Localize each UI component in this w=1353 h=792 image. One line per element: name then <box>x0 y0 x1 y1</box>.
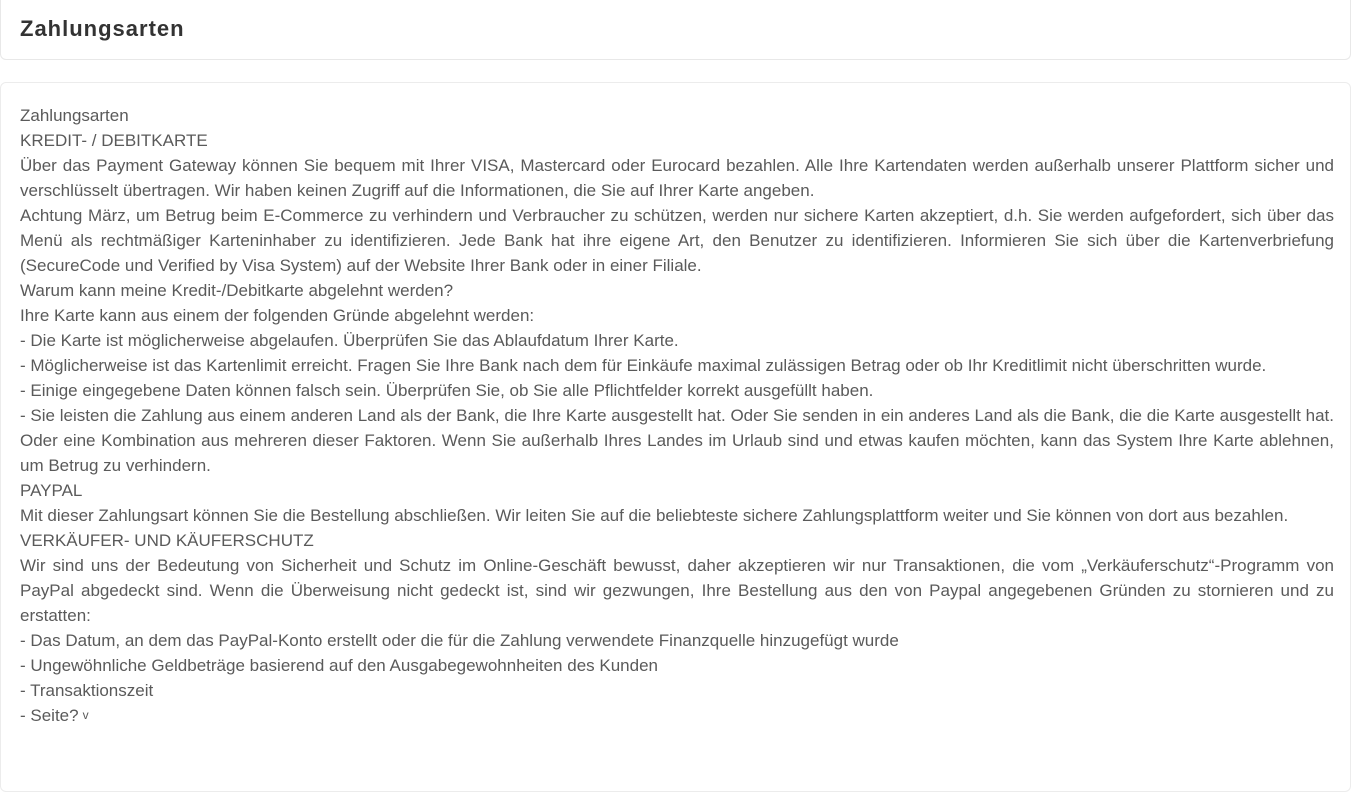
heading-credit-card: KREDIT- / DEBITKARTE <box>20 131 208 150</box>
list-item-expired: - Die Karte ist möglicherweise abgelaufen. Überprüfen Sie das Ablaufdatum Ihrer Karte. <box>20 331 679 350</box>
content-card <box>0 82 1351 792</box>
list-item-limit: - Möglicherweise ist das Kartenlimit erreicht. Fragen Sie Ihre Bank nach dem für Einkäufe maximal zulässigen Betrag oder ob Ihr Kreditlimit nicht überschritten wurde. <box>20 356 1267 375</box>
section-title: Zahlungsarten <box>20 106 129 125</box>
list-item-other-country: - Sie leisten die Zahlung aus einem anderen Land als der Bank, die Ihre Karte ausgestellt hat. Oder Sie senden in ein anderes Land als die Bank, die die Karte ausgestellt hat. Oder eine Kombination aus mehreren dieser Faktoren. Wenn Sie außerhalb Ihres Landes im Urlaub sind und etwas kaufen möchten, kann das System Ihre Karte ablehnen, um Betrug zu verhindern. <box>20 406 1334 475</box>
paragraph-payment-gateway: Über das Payment Gateway können Sie bequem mit Ihrer VISA, Mastercard oder Eurocard bezahlen. Alle Ihre Kartendaten werden außerhalb unserer Plattform sicher und verschlüsselt übertragen. Wir haben keinen Zugriff auf die Informationen, die Sie auf Ihrer Karte angeben. <box>20 156 1334 200</box>
list-item-unusual-amounts: - Ungewöhnliche Geldbeträge basierend auf den Ausgabegewohnheiten des Kunden <box>20 656 658 675</box>
heading-buyer-seller-protection: VERKÄUFER- UND KÄUFERSCHUTZ <box>20 531 314 550</box>
question-card-declined: Warum kann meine Kredit-/Debitkarte abgelehnt werden? <box>20 281 454 300</box>
list-item-wrong-data: - Einige eingegebene Daten können falsch sein. Überprüfen Sie, ob Sie alle Pflichtfelder korrekt ausgefüllt haben. <box>20 381 874 400</box>
list-item-account-date: - Das Datum, an dem das PayPal-Konto erstellt oder die für die Zahlung verwendete Finanzquelle hinzugefügt wurde <box>20 631 899 650</box>
content-body <box>20 103 1334 728</box>
heading-paypal: PAYPAL <box>20 481 83 500</box>
chevron-down-icon[interactable]: v <box>82 708 89 722</box>
list-item-page <box>20 703 1334 728</box>
paragraph-paypal: Mit dieser Zahlungsart können Sie die Bestellung abschließen. Wir leiten Sie auf die beliebteste sichere Zahlungsplattform weiter und Sie können von dort aus bezahlen. <box>20 506 1289 525</box>
page-header <box>0 0 1351 60</box>
list-item-transaction-time: - Transaktionszeit <box>20 681 154 700</box>
page-title: Zahlungsarten <box>20 16 185 41</box>
paragraph-reasons-intro: Ihre Karte kann aus einem der folgenden Gründe abgelehnt werden: <box>20 306 535 325</box>
paragraph-security-notice: Achtung März, um Betrug beim E-Commerce zu verhindern und Verbraucher zu schützen, werden nur sichere Karten akzeptiert, d.h. Sie werden aufgefordert, sich über das Menü als rechtmäßiger Karteninhaber zu identifizieren. Jede Bank hat ihre eigene Art, den Benutzer zu identifizieren. Informieren Sie sich über die Kartenverbriefung (SecureCode und Verified by Visa System) auf der Website Ihrer Bank oder in einer Filiale. <box>20 206 1334 275</box>
list-item-page-text: - Seite? <box>20 706 79 725</box>
paragraph-protection: Wir sind uns der Bedeutung von Sicherheit und Schutz im Online-Geschäft bewusst, daher akzeptieren wir nur Transaktionen, die vom „Verkäuferschutz“-Programm von PayPal abgedeckt sind. Wenn die Überweisung nicht gedeckt ist, sind wir gezwungen, Ihre Bestellung aus den von Paypal angegebenen Gründen zu stornieren und zu erstatten: <box>20 556 1334 625</box>
